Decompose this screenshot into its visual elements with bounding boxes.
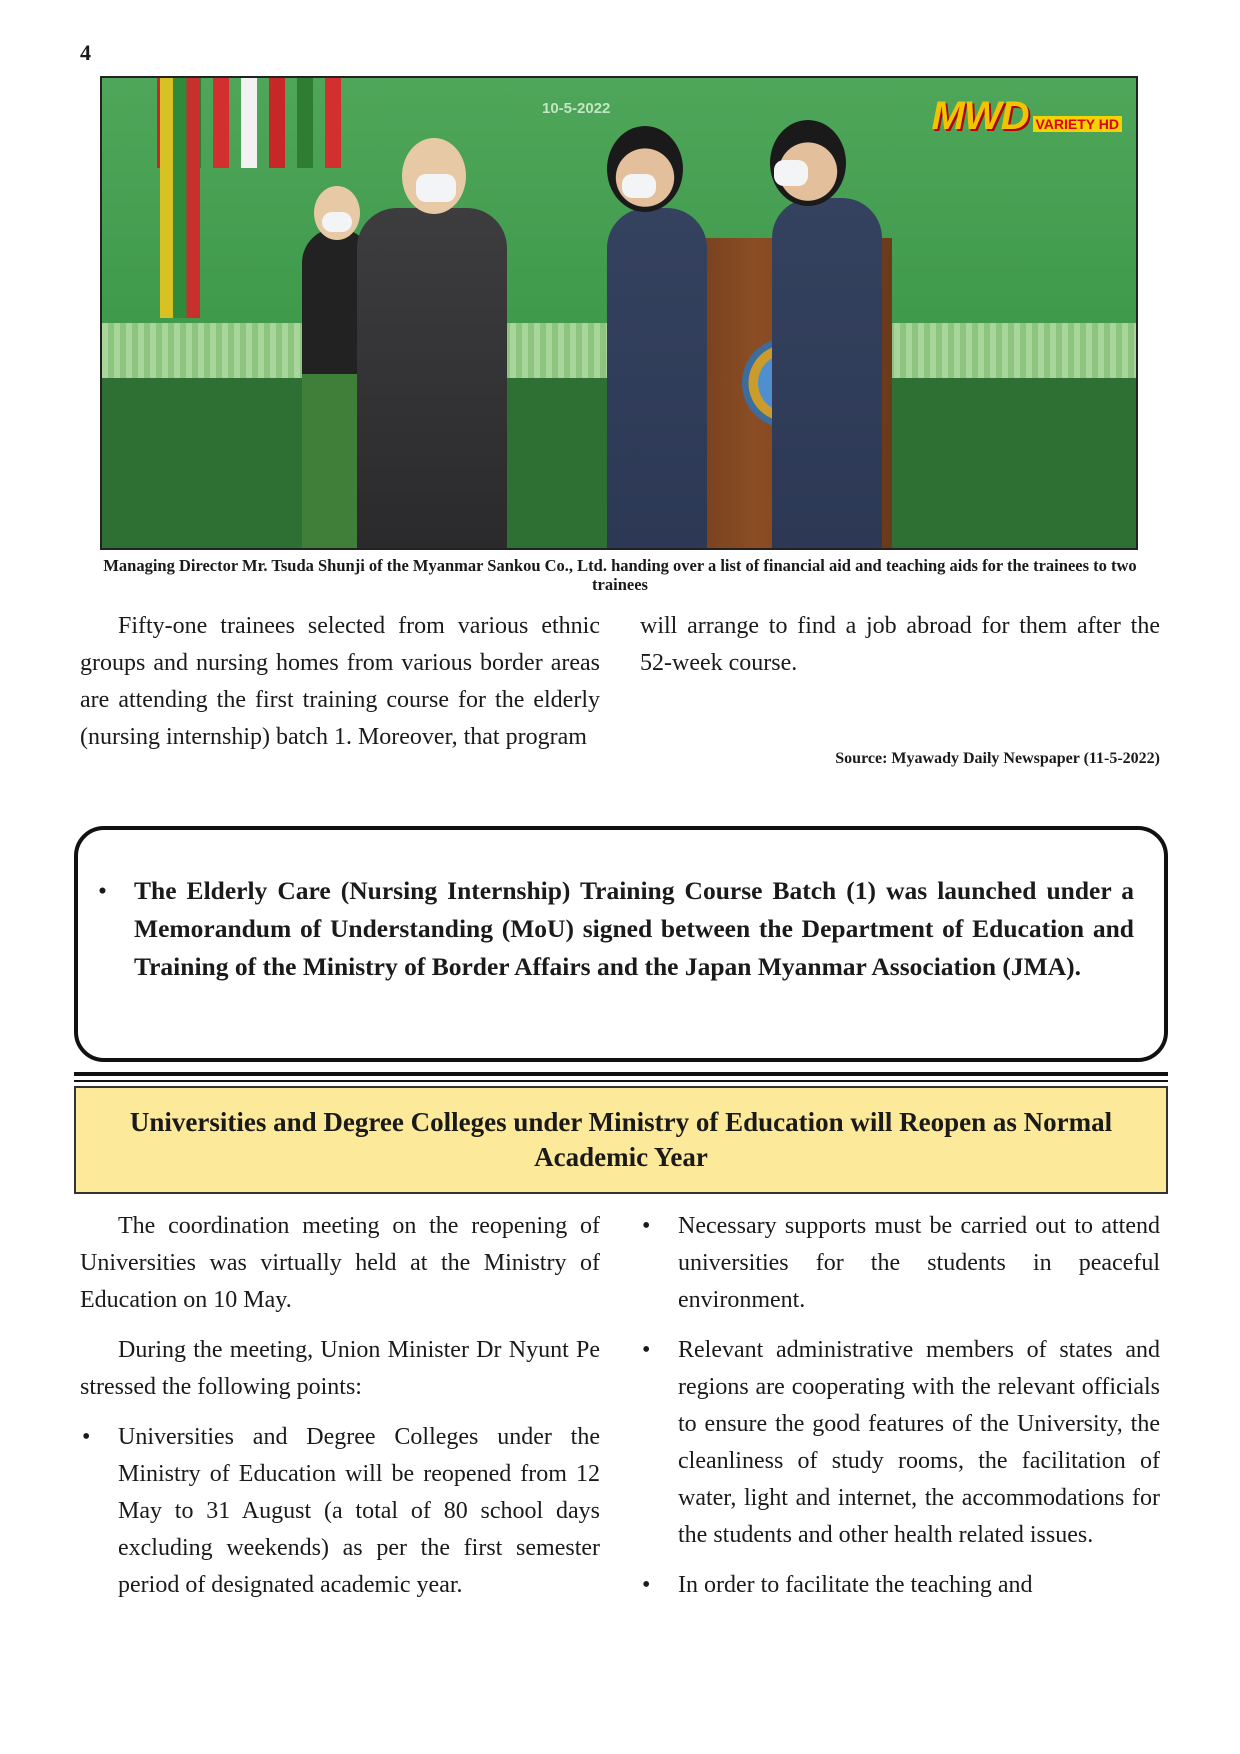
highlight-box xyxy=(74,826,1168,1062)
article2-left-column xyxy=(80,1208,600,1617)
section-title-text: Universities and Degree Colleges under Ministry of Education will Reopen as Normal Academic Year xyxy=(129,1107,1113,1172)
trainee-left-head xyxy=(607,126,683,212)
photo-date-stamp: 10-5-2022 xyxy=(542,100,611,117)
article2-para2: During the meeting, Union Minister Dr Nyunt Pe stressed the following points: xyxy=(80,1337,600,1400)
section-title xyxy=(74,1086,1168,1194)
managing-director xyxy=(357,208,507,550)
trainee-right xyxy=(772,198,882,550)
news-photo xyxy=(100,76,1138,550)
source-credit: Source: Myawady Daily Newspaper (11-5-2022) xyxy=(835,750,1160,767)
face-mask xyxy=(416,174,456,202)
bullet-icon: • xyxy=(642,1337,651,1363)
list-item-text: Universities and Degree Colleges under the Ministry of Education will be reopened from 12 May to 31 August (a total of 80 school days excluding weekends) as per the first semester period of designated academic year. xyxy=(118,1424,600,1598)
article1-right-column xyxy=(640,608,1160,682)
page-number: 4 xyxy=(80,40,91,65)
highlight-item xyxy=(98,872,1134,986)
tv-channel-logo xyxy=(932,94,1122,139)
face-mask xyxy=(774,160,808,186)
list-item-text: Necessary supports must be carried out to attend universities for the students in peaceful environment. xyxy=(678,1213,1160,1313)
highlight-text: The Elderly Care (Nursing Internship) Training Course Batch (1) was launched under a Memorandum of Understanding (MoU) signed between the Department of Education and Training of the Ministry of Border Affairs and the Japan Myanmar Association (JMA). xyxy=(134,876,1134,981)
article1-left-column xyxy=(80,608,600,756)
section-rule-thick xyxy=(74,1072,1168,1076)
bullet-icon: • xyxy=(642,1213,651,1239)
article1-left-text: Fifty-one trainees selected from various ethnic groups and nursing homes from various border areas are attending the first training course for the elderly (nursing internship) batch 1. Moreover, that program xyxy=(80,613,600,750)
article1-right-text: will arrange to find a job abroad for them after the 52-week course. xyxy=(640,613,1160,676)
section-rule-thin xyxy=(74,1080,1168,1082)
list-item xyxy=(640,1208,1160,1319)
bullet-icon: • xyxy=(642,1572,651,1598)
list-item-text: Relevant administrative members of states and regions are cooperating with the relevant officials to ensure the good features of the University, the cleanliness of study rooms, the facilitation of water, light and internet, the accommodations for the students and other health related issues. xyxy=(678,1337,1160,1548)
list-item xyxy=(640,1567,1160,1604)
list-item xyxy=(80,1419,600,1604)
bullet-icon: • xyxy=(82,1424,91,1450)
logo-sub: VARIETY HD xyxy=(1033,116,1123,132)
photo-caption: Managing Director Mr. Tsuda Shunji of the Myanmar Sankou Co., Ltd. handing over a list of financial aid and teaching aids for the trainees to two trainees xyxy=(103,556,1137,594)
bullet-icon: • xyxy=(98,876,107,905)
face-mask xyxy=(322,212,352,232)
trainee-left xyxy=(607,208,707,550)
article2-right-column xyxy=(640,1208,1160,1617)
national-flag-banner xyxy=(160,78,200,318)
face-mask xyxy=(622,174,656,198)
list-item xyxy=(640,1332,1160,1554)
logo-main: MWD xyxy=(931,94,1029,138)
article2-para1: The coordination meeting on the reopening of Universities was virtually held at the Ministry of Education on 10 May. xyxy=(80,1213,600,1313)
list-item-text: In order to facilitate the teaching and xyxy=(678,1572,1033,1598)
